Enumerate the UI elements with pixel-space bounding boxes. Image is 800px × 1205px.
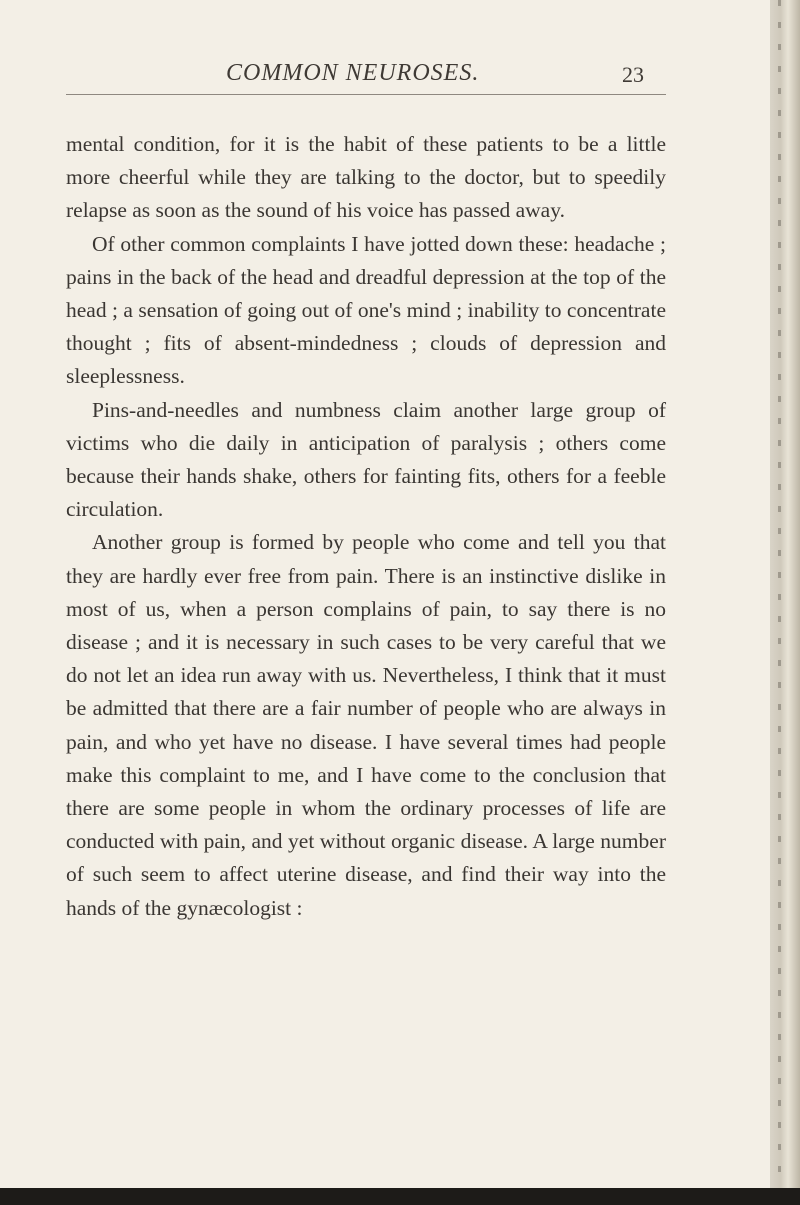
paragraph-1: mental condition, for it is the habit of these patients to be a little more cheerful while they are talking to the doctor, but to speedily relapse as soon as the sound of his voice has passed away. (66, 132, 666, 223)
page-number: 23 (622, 62, 644, 87)
paragraph-2: Of other common complaints I have jotted down these: headache ; pains in the back of the head and dreadful depression at the top of the head ; a sensation of going out of one's mind ; inability to concentrate thought ; fits of absent-mindedness ; clouds of depression and sleeplessness. (66, 231, 666, 389)
page-header (66, 60, 666, 100)
paragraph-3: Pins-and-needles and numbness claim another large group of victims who die daily in anticipation of paralysis ; others come because their hands shake, others for fainting fits, others for a feeble circulation. (66, 397, 666, 522)
header-rule (66, 94, 666, 95)
paragraph-4: Another group is formed by people who come and tell you that they are hardly ever free from pain. There is an instinctive dislike in most of us, when a person complains of pain, to say there is no disease ; and it is necessary in such cases to be very careful that we do not let an idea run away with us. Nevertheless, I think that it must be admitted that there are a fair number of people who are always in pain, and who yet have no disease. I have several times had people make this complaint to me, and I have come to the conclusion that there are some people in whom the ordinary processes of life are conducted with pain, and yet without organic disease. A large number of such seem to affect uterine disease, and find their way into the hands of the gynæcologist : (66, 530, 666, 920)
body-text (66, 128, 666, 925)
running-head: COMMON NEUROSES. (226, 60, 480, 86)
bottom-edge (0, 1188, 800, 1205)
binding-edge (770, 0, 800, 1188)
